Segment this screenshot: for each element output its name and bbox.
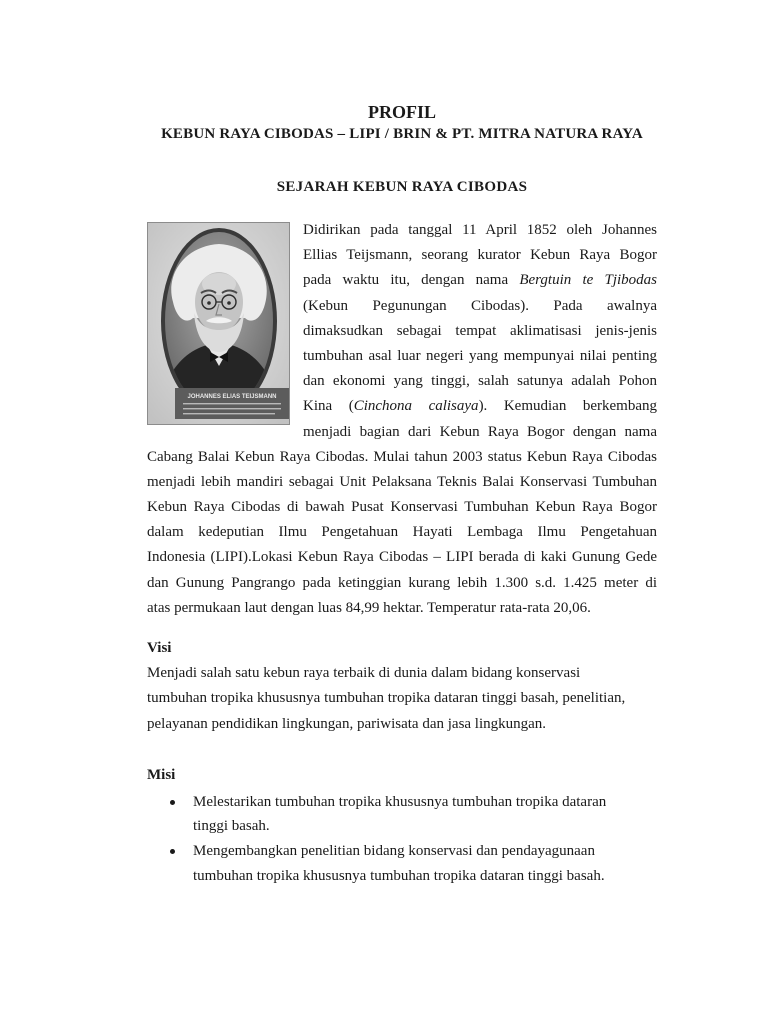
paragraph-line: menjadi bagian dari Kebun Raya Bogor dengan nama bbox=[303, 423, 657, 440]
misi-heading: Misi bbox=[147, 767, 176, 783]
visi-line: pelayanan pendidikan lingkungan, pariwisata dan jasa lingkungan. bbox=[147, 715, 547, 732]
paragraph-line: Kebun Raya Cibodas di bawah Pusat Konservasi Tumbuhan Kebun Raya Bogor bbox=[147, 499, 657, 516]
line-text: Kina ( bbox=[303, 398, 354, 415]
sejarah-paragraph bbox=[147, 218, 657, 621]
list-item-line: tumbuhan tropika khususnya tumbuhan tropika dataran tinggi basah. bbox=[193, 867, 605, 884]
list-item bbox=[147, 839, 657, 889]
bullet-icon bbox=[170, 849, 175, 854]
caption-text: JOHANNES ELIAS TEIJSMANN bbox=[187, 394, 277, 400]
paragraph-line: dan Gunung Pangrango pada ketinggian kurang lebih 1.300 s.d. 1.425 meter di bbox=[147, 574, 657, 591]
paragraph-line: Cabang Balai Kebun Raya Cibodas. Mulai tahun 2003 status Kebun Raya Cibodas bbox=[147, 448, 657, 465]
paragraph-line: Ellias Teijsmann, seorang kurator Kebun Raya Bogor bbox=[303, 247, 657, 264]
latin-name: Bergtuin te Tjibodas bbox=[519, 272, 657, 289]
misi-list bbox=[147, 790, 657, 889]
visi-line: tumbuhan tropika khususnya tumbuhan tropika dataran tinggi basah, penelitian, bbox=[147, 690, 626, 707]
paragraph-line: menjadi lebih mandiri sebagai Unit Pelaksana Teknis Balai Konservasi Tumbuhan bbox=[147, 473, 657, 490]
document-subtitle: KEBUN RAYA CIBODAS – LIPI / BRIN & PT. MITRA NATURA RAYA bbox=[161, 126, 643, 142]
paragraph-line: (Kebun Pegunungan Cibodas). Pada awalnya bbox=[303, 297, 657, 314]
paragraph-line: dan ekonomi yang tinggi, salah satunya adalah Pohon bbox=[303, 373, 657, 390]
list-item bbox=[147, 790, 657, 840]
bullet-icon bbox=[170, 800, 175, 805]
line-text: ). Kemudian berkembang bbox=[478, 398, 657, 415]
list-item-line: Melestarikan tumbuhan tropika khususnya tumbuhan tropika dataran bbox=[193, 793, 607, 810]
paragraph-line: dalam kedeputian Ilmu Pengetahuan Hayati Lembaga Ilmu Pengetahuan bbox=[147, 524, 657, 541]
paragraph-line bbox=[303, 268, 657, 293]
visi-paragraph bbox=[147, 661, 667, 737]
paragraph-line: Indonesia (LIPI).Lokasi Kebun Raya Cibodas – LIPI berada di kaki Gunung Gede bbox=[147, 549, 657, 566]
paragraph-line: atas permukaan laut dengan luas 84,99 hektar. Temperatur rata-rata 20,06. bbox=[147, 599, 591, 616]
list-item-line: Mengembangkan penelitian bidang konservasi dan pendayagunaan bbox=[193, 843, 595, 860]
list-item-line: tinggi basah. bbox=[193, 818, 270, 835]
paragraph-line: dimaksudkan sebagai tempat aklimatisasi jenis-jenis bbox=[303, 322, 657, 339]
paragraph-line bbox=[303, 394, 657, 419]
visi-heading: Visi bbox=[147, 640, 172, 656]
paragraph-line: Didirikan pada tanggal 11 April 1852 oleh Johannes bbox=[303, 222, 657, 238]
visi-line: Menjadi salah satu kebun raya terbaik di dunia dalam bidang konservasi bbox=[147, 665, 581, 682]
line-text: pada waktu itu, dengan nama bbox=[303, 272, 520, 289]
latin-name: Cinchona calisaya bbox=[353, 398, 479, 415]
sejarah-heading: SEJARAH KEBUN RAYA CIBODAS bbox=[276, 179, 528, 195]
paragraph-line: tumbuhan asal luar negeri yang mempunyai nilai penting bbox=[303, 347, 657, 364]
document-title: PROFIL bbox=[367, 102, 436, 122]
